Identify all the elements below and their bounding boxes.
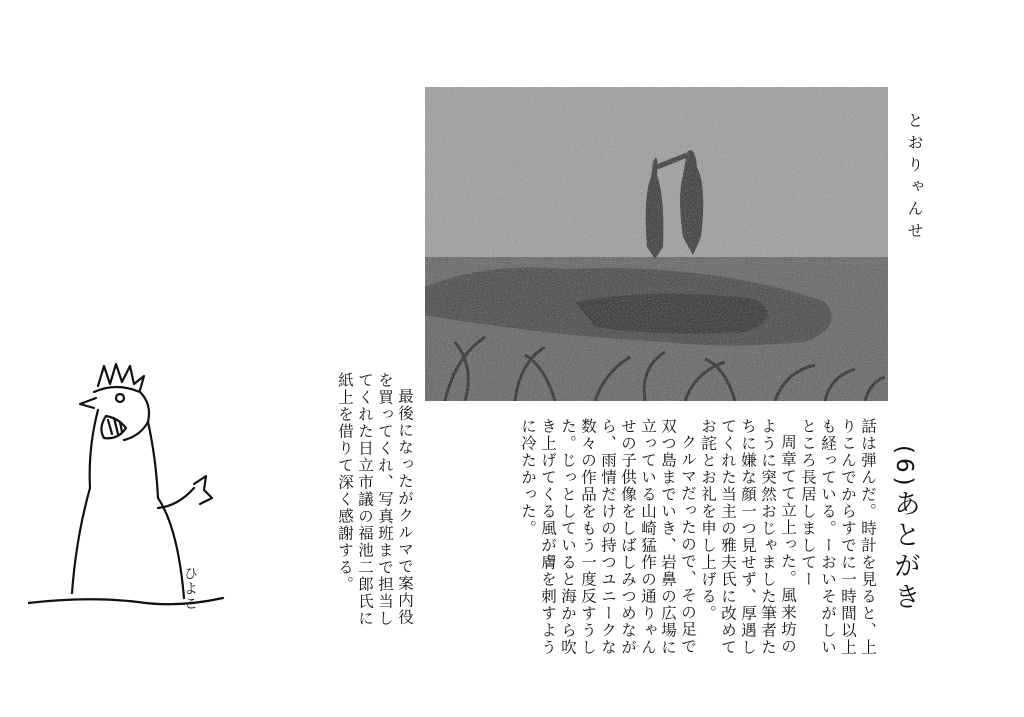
photo-image <box>425 87 888 401</box>
paragraph-4: 最後になったがクルマで案内役を買ってくれ、写真班まで担当してくれた日立市議の福池二郎氏に紙上を借りて深く感謝する。 <box>336 372 414 627</box>
paragraph-3: クルマだったので、その足で双つ島までいき、岩鼻の広場に立っている山崎猛作の通りゃんせの子供像をしばしみつめながら、雨情だけの持つユニークな数々の作品をもう一度反すうした。じっとしていると海から吹き上げてくる風が膚を刺すように冷たかった。 <box>519 418 697 656</box>
section-number: (6) <box>891 445 917 490</box>
statue-photo <box>425 87 888 401</box>
article-body-right <box>408 418 878 658</box>
article-body-left <box>225 372 415 632</box>
drawing-signature: ひよこ <box>182 566 198 611</box>
paragraph-1: 話は弾んだ。時計を見ると、上りこんでからすでに一時間以上も経っている。ーおいそがしいところ長居しましてー <box>799 418 877 656</box>
paragraph-2: 周章てて立上った。風来坊のように突然おじゃました筆者たちに嫌な顔一つ見せず、厚遇してくれた当主の雅夫氏に改めてお詫とお礼を申し上げる。 <box>699 418 797 656</box>
section-title-text: あとがき <box>889 489 920 614</box>
photo-caption: とおりゃんせ <box>905 112 924 244</box>
section-heading <box>880 445 924 615</box>
